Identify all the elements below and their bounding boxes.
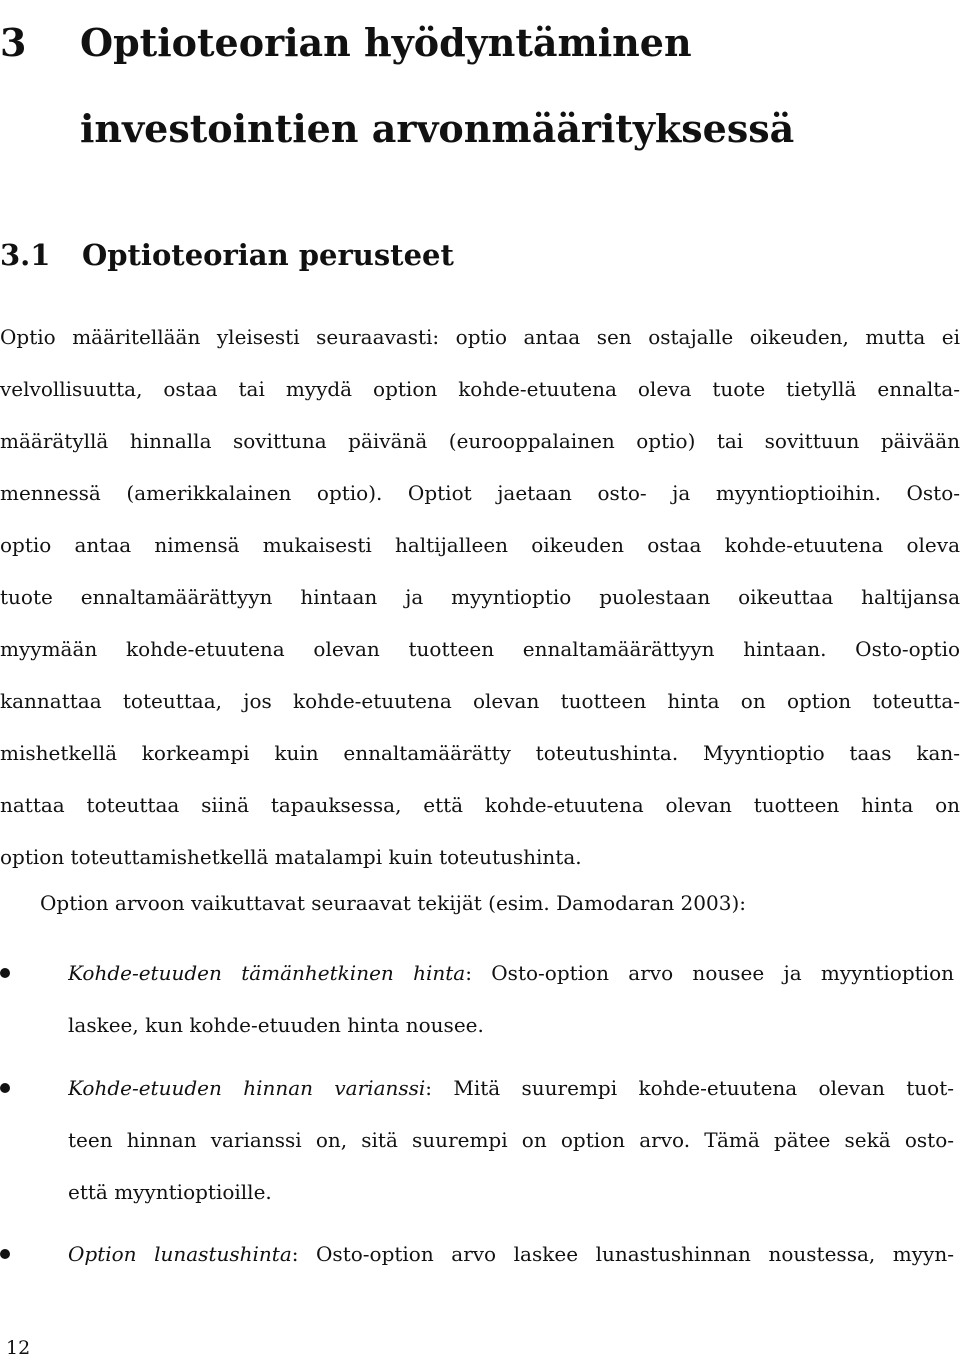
chapter-title-line-1 (0, 0, 960, 86)
bullet-icon (0, 1249, 10, 1259)
page-number: 12 (6, 1337, 31, 1359)
chapter-title (0, 0, 960, 172)
chapter-number: 3 (0, 20, 27, 65)
list-item-body (68, 947, 954, 1051)
list-item-body (68, 1228, 954, 1280)
list-item-line: teen hinnan varianssi on, sitä suurempi on option arvo. Tämä pätee sekä osto- (68, 1128, 954, 1152)
section-title (0, 232, 960, 278)
paragraph-line: kannattaa toteuttaa, jos kohde-etuutena olevan tuotteen hinta on option toteutta- (0, 689, 960, 713)
list-item-line (68, 1062, 954, 1114)
paragraph-line: option toteuttamishetkellä matalampi kuin toteutushinta. (0, 845, 582, 869)
paragraph-line: optio antaa nimensä mukaisesti haltijalleen oikeuden ostaa kohde-etuutena oleva (0, 533, 960, 557)
list-item-text: : Osto-option arvo laskee lunastushinnan noustessa, myyn- (291, 1242, 954, 1266)
list-item-line (68, 947, 954, 999)
list-item-line (68, 1228, 954, 1280)
list-item-term: Option lunastushinta (68, 1242, 292, 1266)
paragraph-line: tuote ennaltamäärättyyn hintaan ja myyntioptio puolestaan oikeuttaa haltijansa (0, 585, 960, 609)
list-item-body (68, 1062, 954, 1218)
list-item-term: Kohde-etuuden tämänhetkinen hinta (68, 961, 466, 985)
chapter-title-line-2 (0, 86, 960, 172)
intro-paragraph-line: Option arvoon vaikuttavat seuraavat tekijät (esim. Damodaran 2003): (40, 891, 746, 915)
list-item-text: : Mitä suurempi kohde-etuutena olevan tuot- (425, 1076, 954, 1100)
intro-paragraph (0, 877, 960, 929)
list-item-text: : Osto-option arvo nousee ja myyntioption (465, 961, 954, 985)
paragraph-line: myymään kohde-etuutena olevan tuotteen ennaltamäärättyyn hintaan. Osto-optio (0, 637, 960, 661)
paragraph-line: määrätyllä hinnalla sovittuna päivänä (eurooppalainen optio) tai sovittuun päivään (0, 429, 960, 453)
paragraph-line: nattaa toteuttaa siinä tapauksessa, että kohde-etuutena olevan tuotteen hinta on (0, 793, 960, 817)
main-paragraph (0, 311, 960, 883)
paragraph-line: mishetkellä korkeampi kuin ennaltamäärätty toteutushinta. Myyntioptio taas kan- (0, 741, 960, 765)
chapter-title-text-1: Optioteorian hyödyntäminen (80, 20, 692, 65)
bullet-icon (0, 968, 10, 978)
bullet-icon (0, 1083, 10, 1093)
list-item-line: laskee, kun kohde-etuuden hinta nousee. (68, 1013, 484, 1037)
section-title-text: Optioteorian perusteet (82, 238, 454, 272)
paragraph-line: mennessä (amerikkalainen optio). Optiot jaetaan osto- ja myyntioptioihin. Osto- (0, 481, 960, 505)
paragraph-line: velvollisuutta, ostaa tai myydä option kohde-etuutena oleva tuote tietyllä ennalta- (0, 377, 960, 401)
chapter-title-text-2: investointien arvonmäärityksessä (80, 106, 795, 151)
section-number: 3.1 (0, 238, 51, 272)
list-item-term: Kohde-etuuden hinnan varianssi (68, 1076, 426, 1100)
list-item-line: että myyntioptioille. (68, 1180, 272, 1204)
paragraph-line: Optio määritellään yleisesti seuraavasti: optio antaa sen ostajalle oikeuden, mutta ei (0, 325, 960, 349)
